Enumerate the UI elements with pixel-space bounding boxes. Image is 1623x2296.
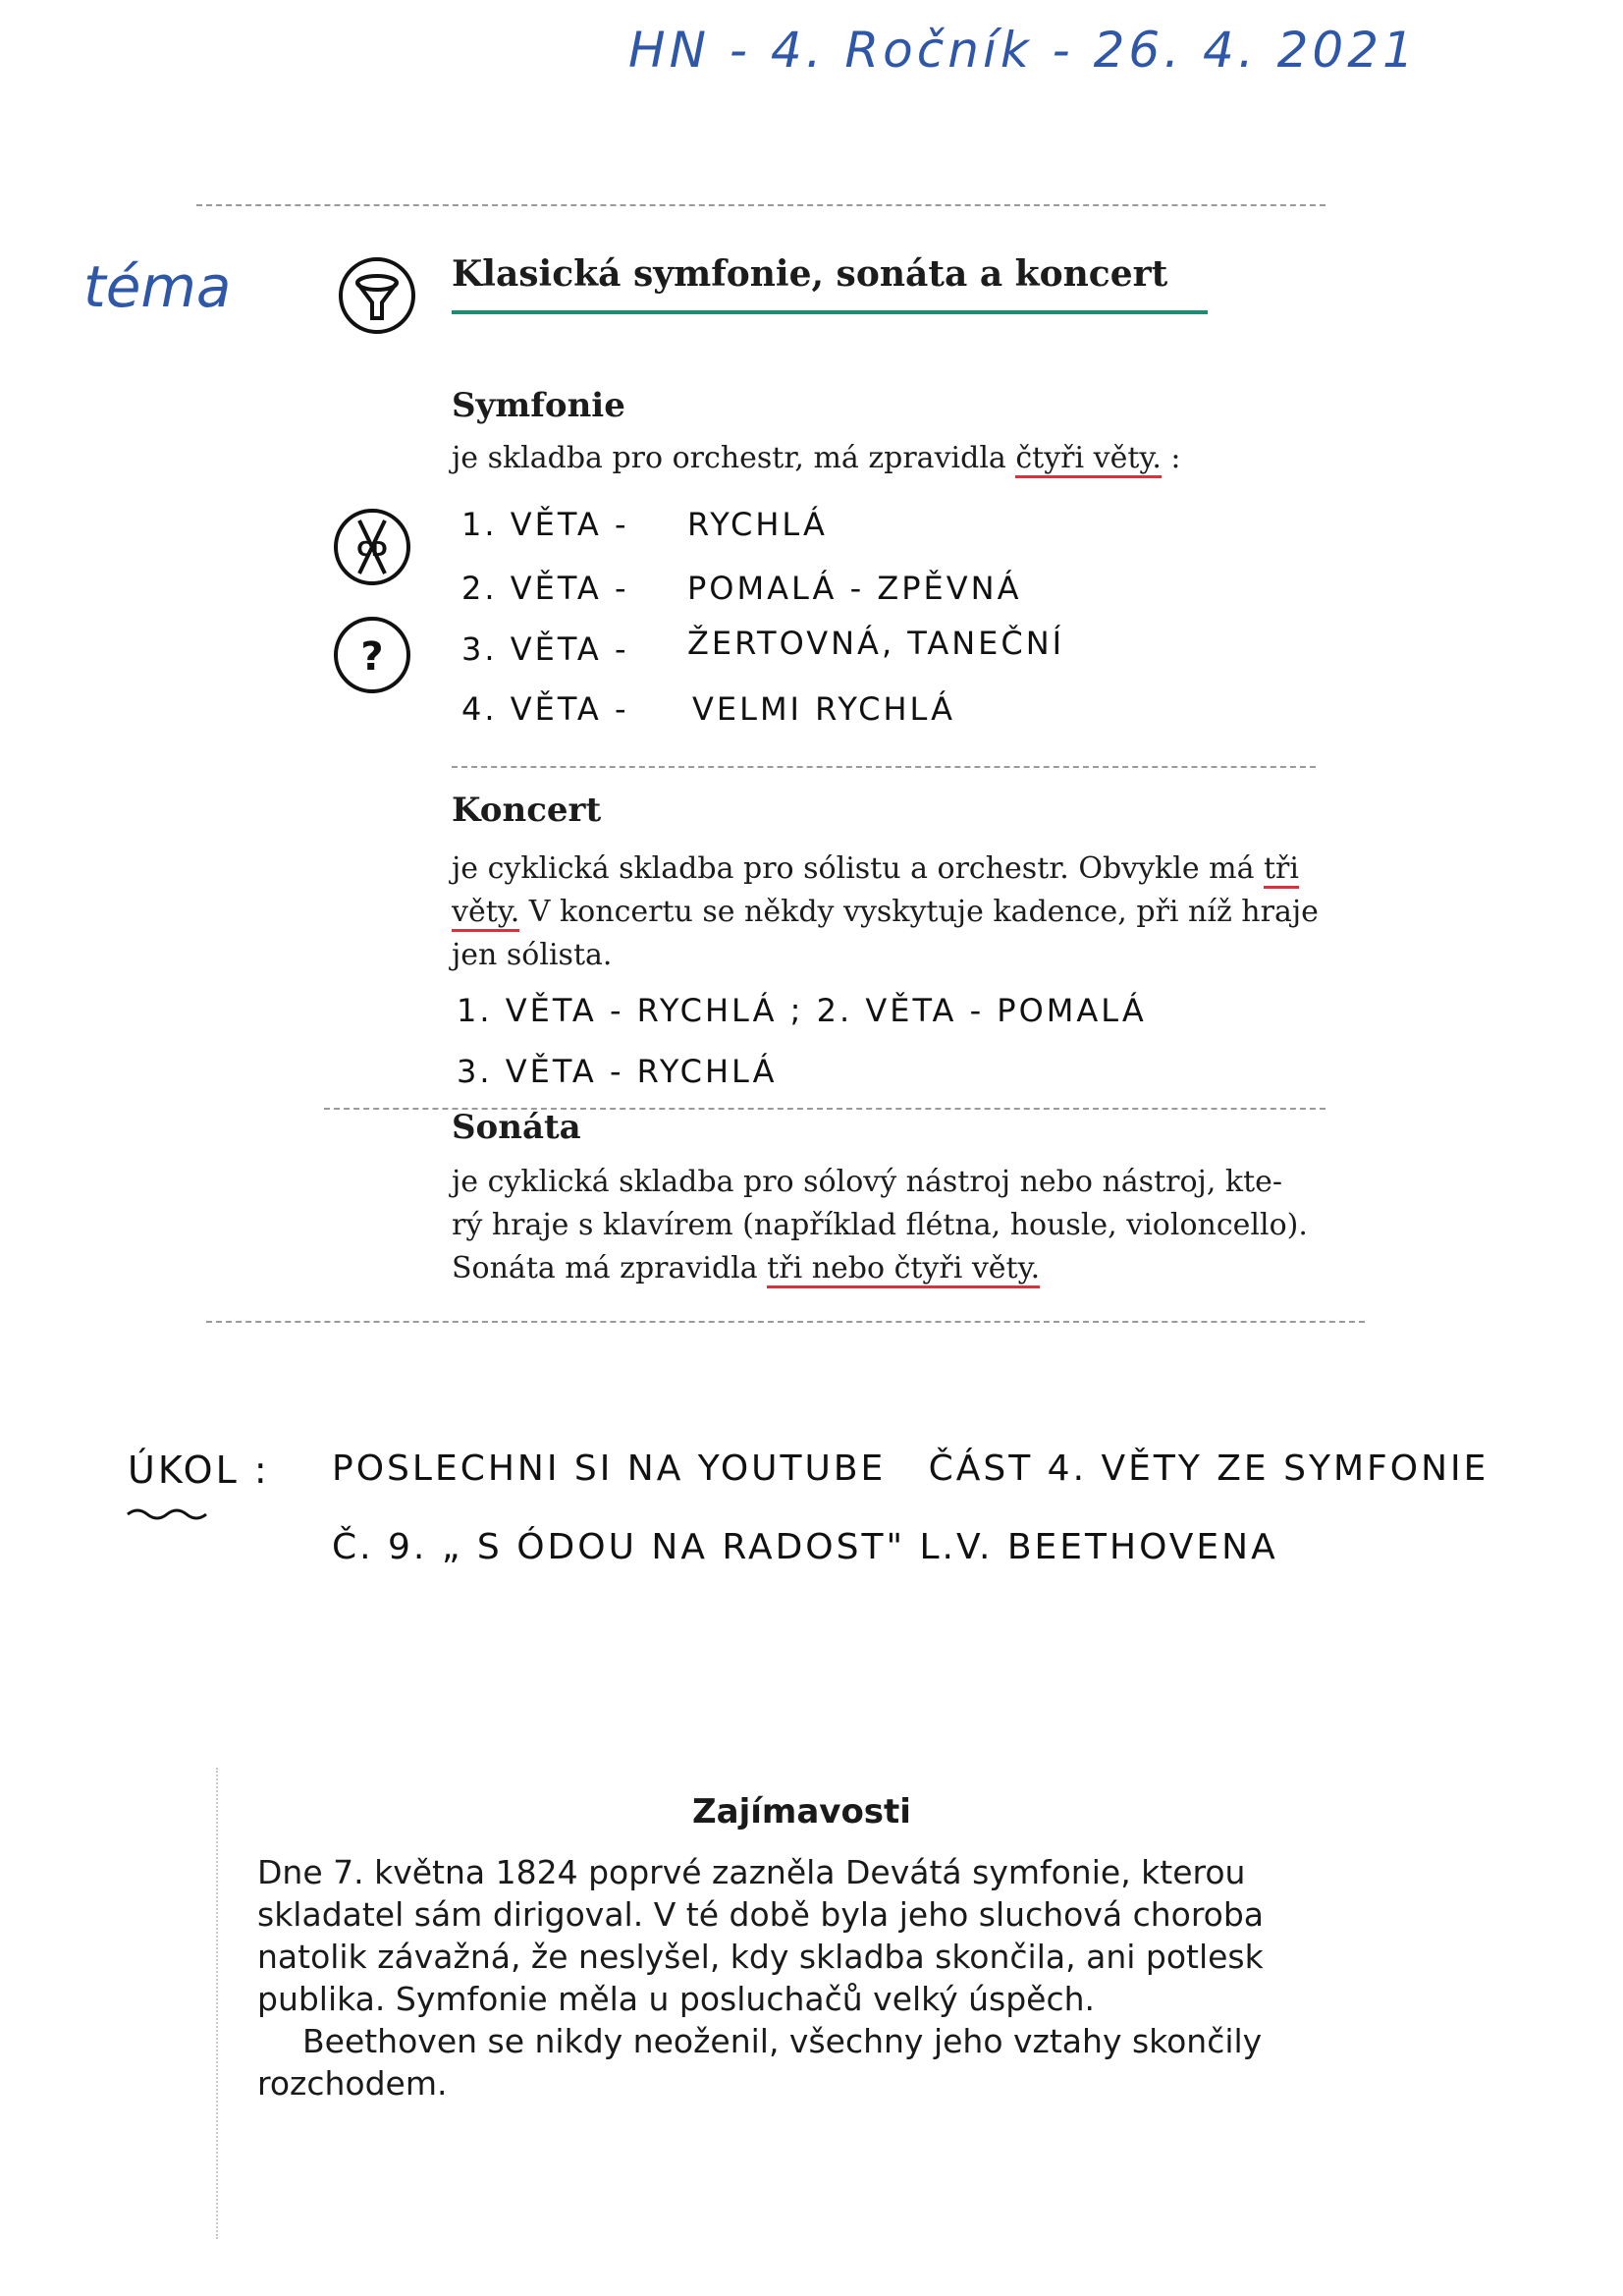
koncert-line-1 — [452, 847, 1299, 891]
koncert-movements-line-1: 1. VĚTA - RYCHLÁ ; 2. VĚTA - POMALÁ — [457, 992, 1147, 1029]
top-separator — [196, 204, 1325, 206]
symfonie-text-after: : — [1161, 441, 1181, 475]
zajimavosti-p1-line-2: skladatel sám dirigoval. V té době byla jeho sluchová choroba — [257, 1895, 1265, 1934]
symfonie-movement-2-desc: POMALÁ - ZPĚVNÁ — [687, 570, 1022, 607]
symfonie-text — [452, 437, 1181, 480]
question-icon — [334, 617, 410, 693]
funnel-icon — [339, 257, 415, 334]
zajimavosti-paragraph-1 — [257, 1851, 1337, 2105]
sonata-line-2: rý hraje s klavírem (například flétna, housle, violoncello). — [452, 1208, 1308, 1242]
sonata-line-3-text: Sonáta má zpravidla — [452, 1251, 768, 1285]
title-underline — [452, 310, 1208, 314]
handwritten-header-note: HN - 4. Ročník - 26. 4. 2021 — [628, 22, 1418, 79]
ukol-line-1: POSLECHNI SI NA YOUTUBE ČÁST 4. VĚTY ZE SYMFONIE — [332, 1449, 1489, 1489]
question-icon-label: ? — [360, 634, 384, 680]
zajimavosti-p2-line-2: rozchodem. — [257, 2064, 448, 2103]
sonata-separator — [206, 1321, 1365, 1323]
page-title: Klasická symfonie, sonáta a koncert — [452, 253, 1168, 295]
symfonie-movement-4-desc: VELMI RYCHLÁ — [692, 690, 955, 728]
zajimavosti-heading: Zajímavosti — [692, 1792, 911, 1831]
koncert-heading: Koncert — [452, 791, 602, 830]
sonata-line-1: je cyklická skladba pro sólový nástroj nebo nástroj, kte- — [452, 1165, 1283, 1199]
zajimavosti-p1-line-1: Dne 7. května 1824 poprvé zazněla Devátá symfonie, kterou — [257, 1853, 1246, 1891]
zajimavosti-p2-line-1: Beethoven se nikdy neoženil, všechny jeho vztahy skončily — [302, 2022, 1263, 2060]
koncert-line-2 — [452, 891, 1319, 934]
ukol-line-2: Č. 9. „ S ÓDOU NA RADOST" L.V. BEETHOVENA — [332, 1527, 1278, 1567]
zajimavosti-p1-line-3: natolik závažná, že neslyšel, kdy skladba skončila, ani potlesk — [257, 1938, 1264, 1976]
koncert-line-2-underlined: věty. — [452, 895, 519, 932]
cd-icon — [334, 509, 410, 585]
sonata-line-3-underlined: tři nebo čtyři věty. — [767, 1251, 1040, 1288]
cd-icon-label: CD — [356, 537, 388, 561]
ukol-wavy-underline — [126, 1504, 214, 1520]
side-note-tema: téma — [83, 253, 232, 320]
symfonie-movement-1-num: 1. VĚTA - — [461, 506, 629, 543]
symfonie-movement-3-desc: ŽERTOVNÁ, TANEČNÍ — [687, 625, 1065, 662]
ukol-label: ÚKOL : — [128, 1449, 270, 1492]
symfonie-movement-1-desc: RYCHLÁ — [687, 506, 828, 543]
zajimavosti-p1-line-4: publika. Symfonie měla u posluchačů velký úspěch. — [257, 1980, 1096, 2018]
koncert-movements-line-2: 3. VĚTA - RYCHLÁ — [457, 1053, 778, 1090]
sonata-line-3 — [452, 1247, 1040, 1290]
symfonie-movement-4-num: 4. VĚTA - — [461, 690, 629, 728]
symfonie-text-underlined: čtyři věty. — [1015, 441, 1162, 478]
koncert-line-2-text: V koncertu se někdy vyskytuje kadence, při níž hraje — [519, 895, 1319, 929]
symfonie-heading: Symfonie — [452, 386, 625, 425]
symfonie-movement-2-num: 2. VĚTA - — [461, 570, 629, 607]
sonata-heading: Sonáta — [452, 1108, 581, 1147]
symfonie-movement-3-num: 3. VĚTA - — [461, 630, 629, 668]
symfonie-text-before: je skladba pro orchestr, má zpravidla — [452, 441, 1016, 475]
koncert-line-1-text: je cyklická skladba pro sólistu a orchestr. Obvykle má — [452, 851, 1264, 886]
koncert-line-1-underlined: tři — [1264, 851, 1299, 889]
symfonie-separator — [452, 766, 1316, 768]
koncert-line-3: jen sólista. — [452, 938, 613, 972]
